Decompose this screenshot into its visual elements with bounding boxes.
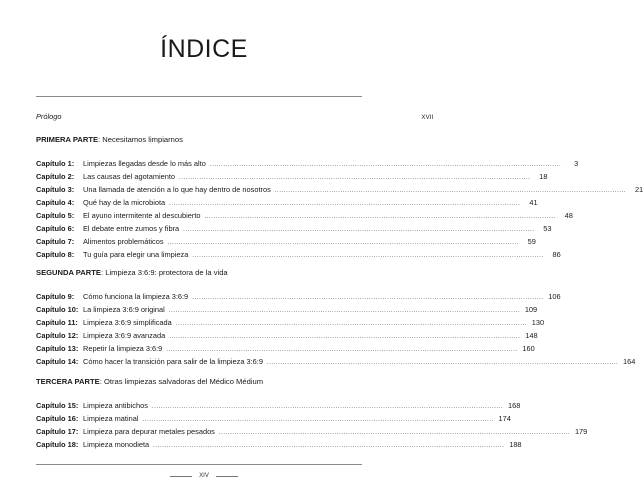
- chapter-label: Capítulo 15:: [36, 401, 79, 410]
- chapter-page: 53: [543, 224, 552, 233]
- chapter-label: Capítulo 4:: [36, 198, 75, 207]
- toc-entry-chapter-14[interactable]: [36, 355, 636, 368]
- chapter-label: Capítulo 5:: [36, 211, 75, 220]
- chapter-label: Capítulo 3:: [36, 185, 75, 194]
- chapter-label: Capítulo 2:: [36, 172, 75, 181]
- toc-entry-chapter-9[interactable]: [36, 290, 561, 303]
- chapter-page: 168: [507, 401, 521, 410]
- part-name: Limpieza 3:6:9: protectora de la vida: [105, 268, 228, 277]
- page-number: XIV: [199, 473, 209, 479]
- chapter-title: Limpieza 3:6:9 avanzada: [83, 331, 166, 340]
- toc-entry-chapter-17[interactable]: [36, 425, 588, 438]
- chapter-page: 164: [622, 357, 636, 366]
- chapter-title: Limpieza para depurar metales pesados: [83, 427, 215, 436]
- toc-entry-chapter-16[interactable]: [36, 412, 511, 425]
- chapter-title: Cómo funciona la limpieza 3:6:9: [83, 292, 189, 301]
- chapter-label: Capítulo 9:: [36, 292, 75, 301]
- chapter-title: Limpieza antibichos: [83, 401, 148, 410]
- chapter-label: Capítulo 7:: [36, 237, 75, 246]
- chapter-page: 109: [524, 305, 538, 314]
- footer-dash-right: [216, 476, 238, 477]
- chapter-title: Limpieza matinal: [83, 414, 139, 423]
- chapter-page: 148: [525, 331, 538, 340]
- chapter-title: Cómo hacer la transición para salir de la limpieza 3:6:9: [83, 357, 263, 366]
- part-label: TERCERA PARTE: [36, 377, 100, 386]
- chapter-page: 59: [527, 237, 536, 246]
- chapter-title: Las causas del agotamiento: [83, 172, 176, 181]
- toc-entry-chapter-10[interactable]: [36, 303, 538, 316]
- bottom-rule: [36, 464, 362, 465]
- prologo-page: XVII: [421, 115, 434, 121]
- chapter-title: Qué hay de la microbiota: [83, 198, 166, 207]
- chapter-page: 18: [539, 172, 548, 181]
- toc-entry-chapter-5[interactable]: [36, 209, 573, 222]
- part-name: Otras limpiezas salvadoras del Médico Médium: [103, 377, 264, 386]
- toc-entry-chapter-6[interactable]: [36, 222, 552, 235]
- page-footer: [0, 470, 408, 482]
- chapter-title: Limpieza monodieta: [83, 440, 150, 449]
- chapter-title: Limpiezas llegadas desde lo más alto: [83, 159, 206, 168]
- chapter-page: 21: [634, 185, 643, 194]
- toc-entry-chapter-4[interactable]: [36, 196, 538, 209]
- toc-entry-chapter-11[interactable]: [36, 316, 545, 329]
- chapter-title: Repetir la limpieza 3:6:9: [83, 344, 163, 353]
- chapter-label: Capítulo 14:: [36, 357, 79, 366]
- part-heading-3: TERCERA PARTE: Otras limpiezas salvadoras del Médico Médium: [36, 377, 264, 386]
- chapter-title: El ayuno intermitente al descubierto: [83, 211, 201, 220]
- dot-leader: [192, 250, 543, 263]
- chapter-title: El debate entre zumos y fibra: [83, 224, 180, 233]
- chapter-title: Alimentos problemáticos: [83, 237, 164, 246]
- toc-entry-chapter-1[interactable]: [36, 157, 579, 170]
- chapter-label: Capítulo 10:: [36, 305, 79, 314]
- chapter-page: 106: [548, 292, 561, 301]
- prologo-title: Prólogo: [36, 112, 62, 121]
- chapter-page: 179: [574, 427, 588, 436]
- chapter-title: Una llamada de atención a lo que hay dentro de nosotros: [83, 185, 271, 194]
- chapter-label: Capítulo 13:: [36, 344, 79, 353]
- chapter-label: Capítulo 11:: [36, 318, 78, 327]
- dot-leader: [153, 440, 504, 453]
- toc-entry-chapter-12[interactable]: [36, 329, 538, 342]
- chapter-page: 41: [529, 198, 538, 207]
- toc-entry-chapter-8[interactable]: [36, 248, 561, 261]
- chapter-title: La limpieza 3:6:9 original: [83, 305, 165, 314]
- toc-entry-chapter-3[interactable]: [36, 183, 643, 196]
- chapter-label: Capítulo 12:: [36, 331, 79, 340]
- toc-entry-chapter-18[interactable]: [36, 438, 522, 451]
- part-label: PRIMERA PARTE: [36, 135, 99, 144]
- part-heading-2: SEGUNDA PARTE: Limpieza 3:6:9: protectora de la vida: [36, 268, 228, 277]
- toc-entry-chapter-13[interactable]: [36, 342, 535, 355]
- chapter-page: 130: [531, 318, 545, 327]
- part-label: SEGUNDA PARTE: [36, 268, 101, 277]
- chapter-page: 174: [498, 414, 511, 423]
- toc-entry-chapter-2[interactable]: [36, 170, 548, 183]
- chapter-label: Capítulo 1:: [36, 159, 75, 168]
- top-rule: [36, 96, 362, 97]
- chapter-page: 160: [522, 344, 535, 353]
- chapter-page: 48: [564, 211, 573, 220]
- chapter-title: Tu guía para elegir una limpieza: [83, 250, 189, 259]
- chapter-label: Capítulo 18:: [36, 440, 79, 449]
- chapter-page: 3: [574, 159, 579, 168]
- part-heading-1: PRIMERA PARTE: Necesitamos limpiarnos: [36, 135, 183, 144]
- chapter-label: Capítulo 17:: [36, 427, 79, 436]
- toc-entry-prologo[interactable]: [36, 110, 434, 123]
- chapter-title: Limpieza 3:6:9 simplificada: [83, 318, 172, 327]
- toc-entry-chapter-7[interactable]: [36, 235, 536, 248]
- part-name: Necesitamos limpiarnos: [102, 135, 183, 144]
- chapter-page: 86: [552, 250, 561, 259]
- chapter-label: Capítulo 8:: [36, 250, 75, 259]
- chapter-label: Capítulo 6:: [36, 224, 75, 233]
- chapter-label: Capítulo 16:: [36, 414, 79, 423]
- dot-leader: [267, 357, 618, 370]
- chapter-page: 188: [509, 440, 522, 449]
- toc-entry-chapter-15[interactable]: [36, 399, 521, 412]
- footer-dash-left: [170, 476, 192, 477]
- page-title: ÍNDICE: [160, 35, 248, 63]
